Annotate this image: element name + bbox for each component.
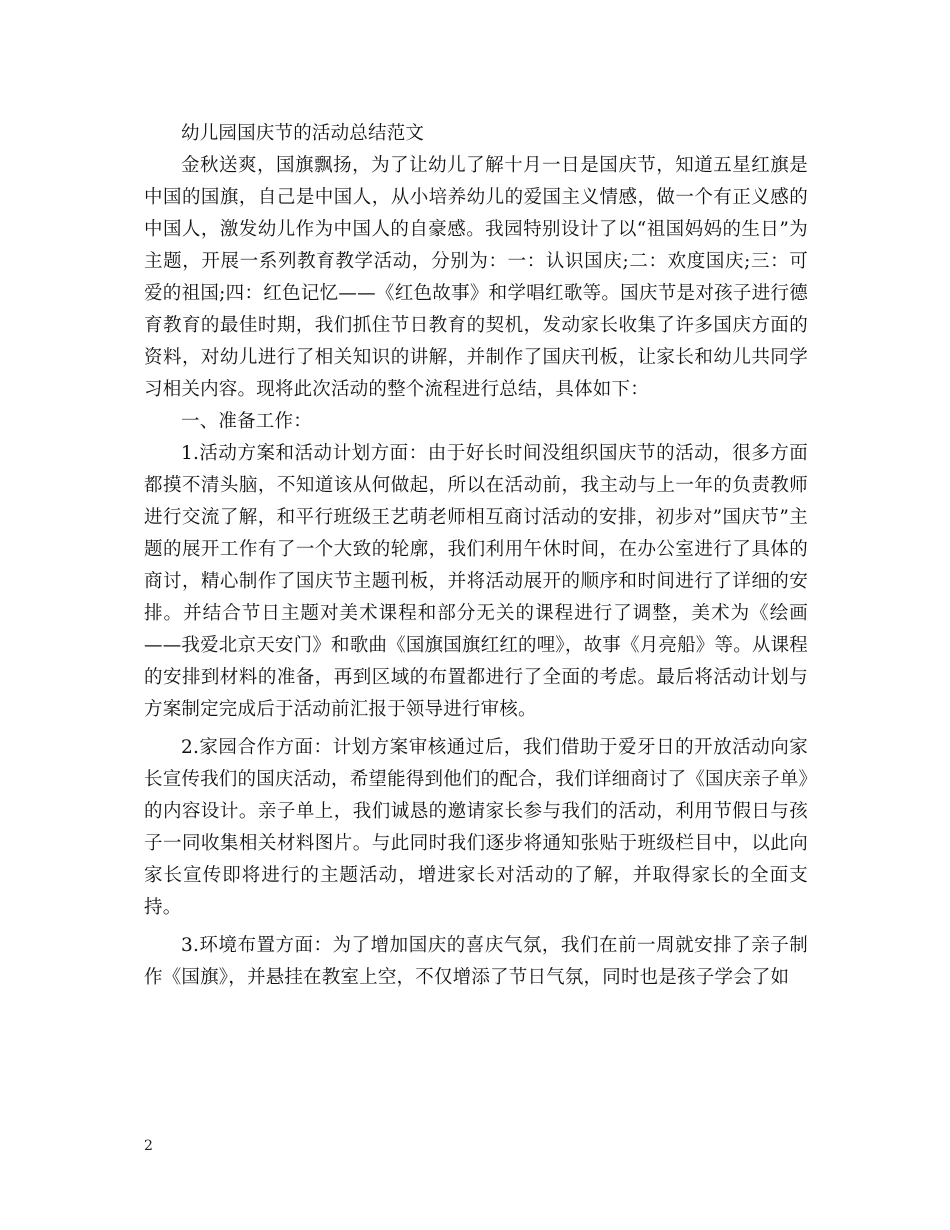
document-title: 幼儿园国庆节的活动总结范文 xyxy=(181,123,425,144)
section-heading-preparation: 一、准备工作： xyxy=(181,411,312,432)
page-number: 2 xyxy=(144,1138,153,1154)
paragraph-activity-plan: 1.活动方案和活动计划方面：由于好长时间没组织国庆节的活动，很多方面都摸不清头脑，不知道该从何做起，所以在活动前，我主动与上一年的负责教师进行交流了解，和平行班级王艺萌老师相互商讨活动的安排，初步对”国庆节”主题的展开工作有了一个大致的轮廓，我们利用午休时间，在办公室进行了具体的商讨，精心制作了国庆节主题刊板，并将活动展开的顺序和时间进行了详细的安排。并结合节日主题对美术课程和部分无关的课程进行了调整，美术为《绘画——我爱北京天安门》和歌曲《国旗国旗红红的哩》，故事《月亮船》等。从课程的安排到材料的准备，再到区域的布置都进行了全面的考虑。最后将活动计划与方案制定完成后于活动前汇报于领导进行审核。 xyxy=(144,443,808,720)
paragraph-intro: 金秋送爽，国旗飘扬，为了让幼儿了解十月一日是国庆节，知道五星红旗是中国的国旗，自己是中国人，从小培养幼儿的爱国主义情感，做一个有正义感的中国人，激发幼儿作为中国人的自豪感。我园特别设计了以“祖国妈妈的生日”为主题，开展一系列教育教学活动，分别为：一：认识国庆;二：欢度国庆;三：可爱的祖国;四：红色记忆——《红色故事》和学唱红歌等。国庆节是对孩子进行德育教育的最佳时期，我们抓住节日教育的契机，发动家长收集了许多国庆方面的资料，对幼儿进行了相关知识的讲解，并制作了国庆刊板，让家长和幼儿共同学习相关内容。现将此次活动的整个流程进行总结，具体如下： xyxy=(144,155,808,400)
paragraph-home-school-cooperation: 2.家园合作方面：计划方案审核通过后，我们借助于爱牙日的开放活动向家长宣传我们的国庆活动，希望能得到他们的配合，我们详细商讨了《国庆亲子单》的内容设计。亲子单上，我们诚恳的邀请家长参与我们的活动，利用节假日与孩子一同收集相关材料图片。与此同时我们逐步将通知张贴于班级栏目中，以此向家长宣传即将进行的主题活动，增进家长对活动的了解，并取得家长的全面支持。 xyxy=(144,737,808,918)
document-body xyxy=(144,118,808,994)
paragraph-environment-layout: 3.环境布置方面：为了增加国庆的喜庆气氛，我们在前一周就安排了亲子制作《国旗》，并悬挂在教室上空，不仅增添了节日气氛，同时也是孩子学会了如 xyxy=(144,935,808,988)
